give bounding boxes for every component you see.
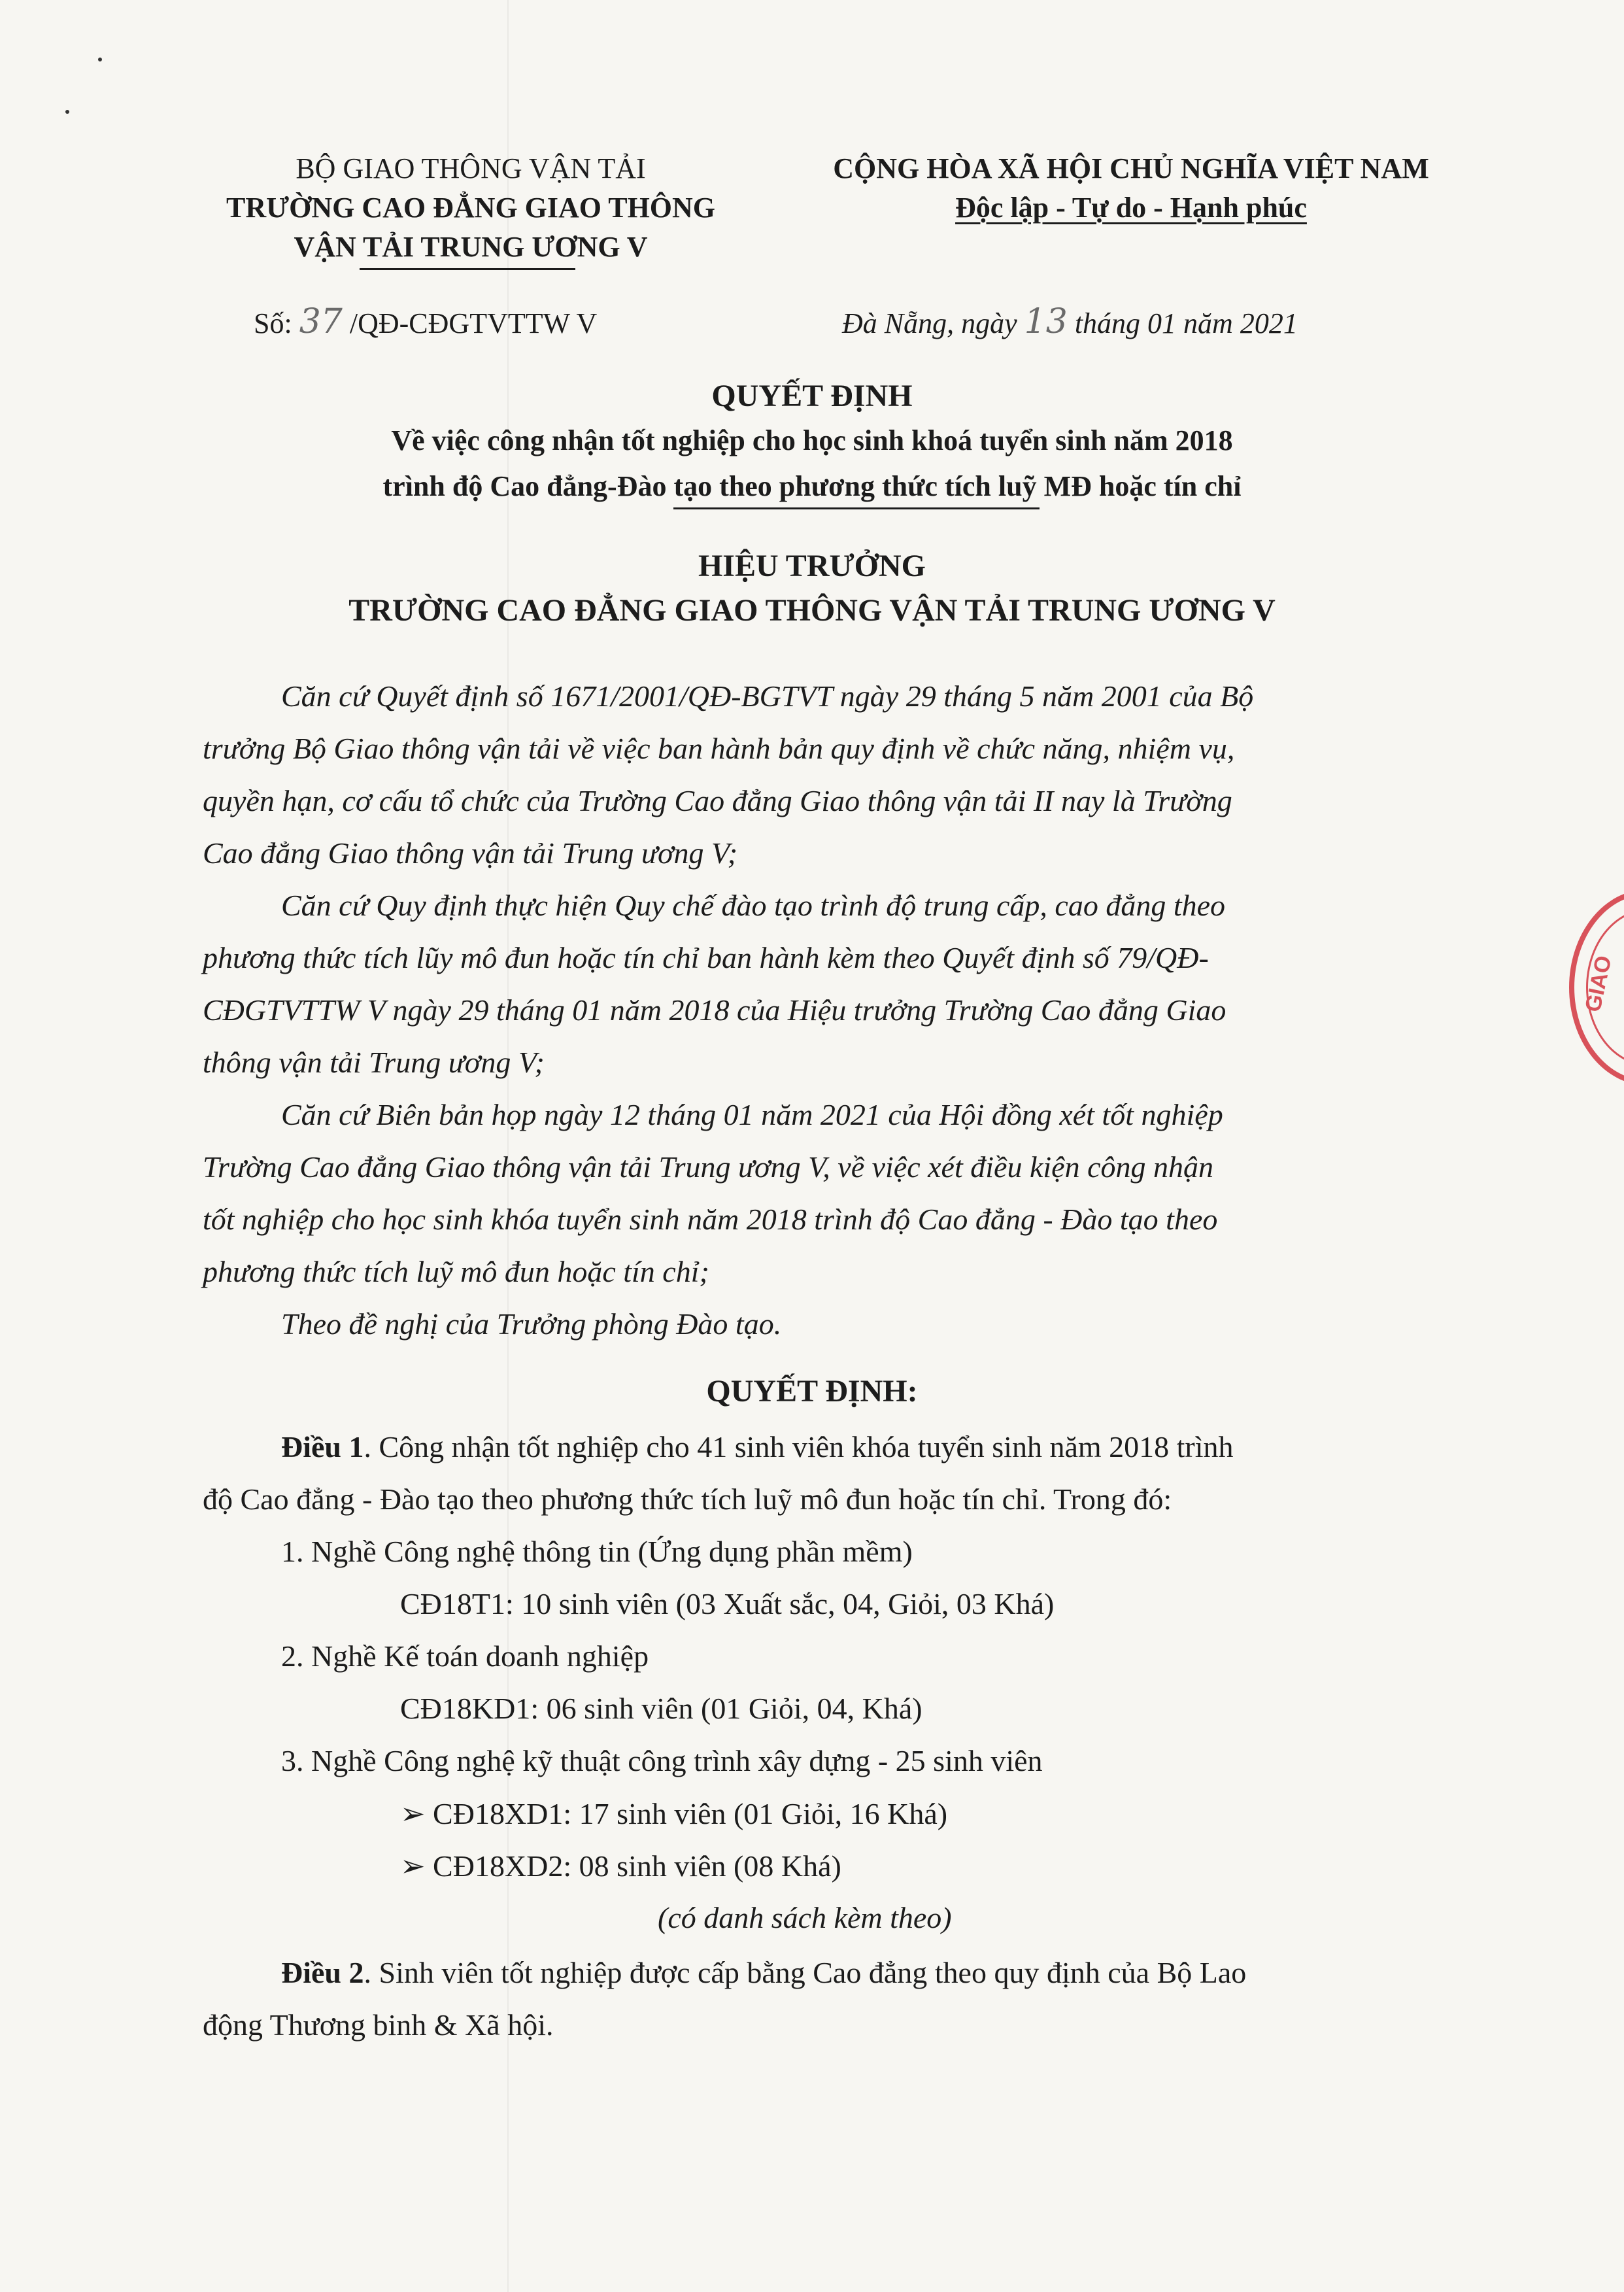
article1-item3-class1 [400, 1796, 947, 1831]
basis-2-line1: Căn cứ Quy định thực hiện Quy chế đào tạo trình độ trung cấp, cao đẳng theo [281, 889, 1226, 922]
article1-item2: 2. Nghề Kế toán doanh nghiệp [281, 1639, 649, 1673]
article1-item1: 1. Nghề Công nghệ thông tin (Ứng dụng phần mềm) [281, 1535, 913, 1568]
article2-label: Điều 2 [281, 1956, 364, 1989]
article1-item3: 3. Nghề Công nghệ kỹ thuật công trình xây dựng - 25 sinh viên [281, 1744, 1043, 1777]
subject-underline [673, 507, 1040, 509]
article1-item3-class2 [400, 1848, 841, 1883]
issue-date [842, 302, 1298, 343]
basis-3-line2: Trường Cao đẳng Giao thông vận tải Trung ương V, về việc xét điều kiện công nhận [203, 1150, 1213, 1184]
article2-text: . Sinh viên tốt nghiệp được cấp bằng Cao đẳng theo quy định của Bộ Lao [364, 1956, 1247, 1989]
doc-number-handwritten: 37 [299, 302, 343, 341]
decision-subject-line2: trình độ Cao đẳng-Đào tạo theo phương thức tích luỹ MĐ hoặc tín chỉ [382, 470, 1242, 502]
national-motto-text: Độc lập - Tự do - Hạnh phúc [955, 192, 1307, 224]
document-number [254, 302, 597, 343]
date-day-handwritten: 13 [1024, 302, 1068, 341]
article1-item3-class1-text: CĐ18XD1: 17 sinh viên (01 Giỏi, 16 Khá) [433, 1797, 948, 1830]
authority-title: HIỆU TRƯỞNG [698, 549, 926, 583]
scan-fold-line [507, 0, 509, 2292]
decision-title: QUYẾT ĐỊNH [711, 379, 913, 413]
basis-1-line1: Căn cứ Quyết định số 1671/2001/QĐ-BGTVT ngày 29 tháng 5 năm 2001 của Bộ [281, 679, 1254, 713]
school-name-line1: TRƯỜNG CAO ĐẲNG GIAO THÔNG [226, 192, 716, 224]
basis-2-line3: CĐGTVTTW V ngày 29 tháng 01 năm 2018 của Hiệu trưởng Trường Cao đẳng Giao [203, 993, 1226, 1027]
article1-item1-class: CĐ18T1: 10 sinh viên (03 Xuất sắc, 04, Giỏi, 03 Khá) [400, 1587, 1055, 1620]
scan-speck [98, 58, 102, 61]
header-left-rule [360, 268, 575, 270]
basis-4-line1: Theo đề nghị của Trưởng phòng Đào tạo. [281, 1307, 782, 1341]
basis-3-line1: Căn cứ Biên bản họp ngày 12 tháng 01 năm 2021 của Hội đồng xét tốt nghiệp [281, 1098, 1223, 1131]
national-motto [771, 188, 1491, 228]
school-name-line2: VẬN TẢI TRUNG ƯƠNG V [294, 231, 648, 263]
attached-list-note: (có danh sách kèm theo) [658, 1901, 952, 1934]
article2-line1 [281, 1955, 1246, 1990]
decision-subject-line1: Về việc công nhận tốt nghiệp cho học sinh khoá tuyển sinh năm 2018 [391, 424, 1233, 456]
basis-2-line4: thông vận tải Trung ương V; [203, 1046, 545, 1079]
doc-number-prefix: Số: [254, 307, 292, 339]
date-prefix: Đà Nẵng, ngày [842, 307, 1017, 339]
date-suffix: tháng 01 năm 2021 [1074, 307, 1298, 339]
article1-label: Điều 1 [281, 1430, 364, 1463]
basis-2-line2: phương thức tích lũy mô đun hoặc tín chỉ ban hành kèm theo Quyết định số 79/QĐ- [203, 941, 1209, 974]
basis-1-line4: Cao đẳng Giao thông vận tải Trung ương V; [203, 836, 738, 870]
decision-section-heading: QUYẾT ĐỊNH: [706, 1374, 918, 1409]
authority-school: TRƯỜNG CAO ĐẲNG GIAO THÔNG VẬN TẢI TRUNG ƯƠNG V [348, 593, 1276, 628]
doc-number-suffix: /QĐ-CĐGTVTTW V [349, 307, 598, 339]
basis-3-line4: phương thức tích luỹ mô đun hoặc tín chỉ; [203, 1255, 709, 1288]
article1-line1 [281, 1429, 1234, 1464]
bullet-arrow-icon: ➢ [400, 1797, 426, 1830]
basis-1-line3: quyền hạn, cơ cấu tổ chức của Trường Cao đẳng Giao thông vận tải II nay là Trường [203, 784, 1232, 817]
scan-speck [65, 110, 69, 114]
country-name: CỘNG HÒA XÃ HỘI CHỦ NGHĨA VIỆT NAM [833, 152, 1429, 184]
ministry-name: BỘ GIAO THÔNG VẬN TẢI [296, 152, 646, 184]
article2-line2: động Thương binh & Xã hội. [203, 2008, 554, 2042]
basis-1-line2: trưởng Bộ Giao thông vận tải về việc ban hành bản quy định về chức năng, nhiệm vụ, [203, 732, 1235, 765]
red-seal-text: GIAO [1580, 953, 1617, 1014]
article1-line2: độ Cao đẳng - Đào tạo theo phương thức tích luỹ mô đun hoặc tín chỉ. Trong đó: [203, 1482, 1172, 1516]
basis-3-line3: tốt nghiệp cho học sinh khóa tuyển sinh năm 2018 trình độ Cao đẳng - Đào tạo theo [203, 1203, 1218, 1236]
article1-text: . Công nhận tốt nghiệp cho 41 sinh viên khóa tuyển sinh năm 2018 trình [364, 1430, 1234, 1463]
article1-item3-class2-text: CĐ18XD2: 08 sinh viên (08 Khá) [433, 1849, 841, 1883]
bullet-arrow-icon: ➢ [400, 1849, 426, 1883]
article1-item2-class: CĐ18KD1: 06 sinh viên (01 Giỏi, 04, Khá) [400, 1692, 922, 1725]
